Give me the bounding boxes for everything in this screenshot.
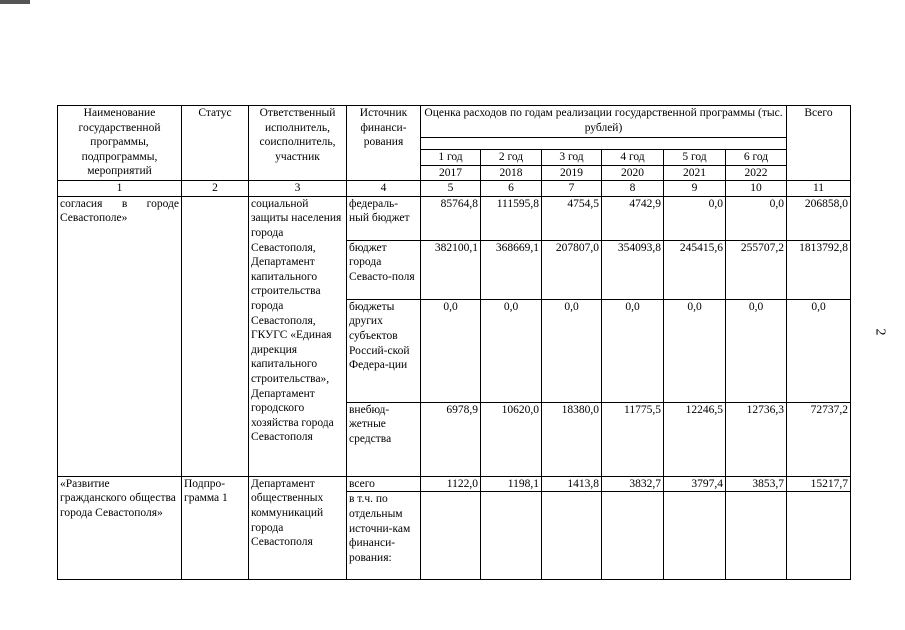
value-cell: 245415,6 xyxy=(664,240,726,299)
value-cell: 0,0 xyxy=(664,299,726,402)
column-number-row xyxy=(58,181,851,197)
value-cell: 3797,4 xyxy=(664,476,726,492)
value-cell: 0,0 xyxy=(542,299,602,402)
column-number: 10 xyxy=(726,181,787,197)
header-status: Статус xyxy=(182,106,249,181)
total-cell: 15217,7 xyxy=(787,476,851,492)
year-value: 2020 xyxy=(602,165,664,181)
budget-table xyxy=(57,105,851,580)
value-cell: 4742,9 xyxy=(602,196,664,240)
value-cell: 1413,8 xyxy=(542,476,602,492)
total-cell: 206858,0 xyxy=(787,196,851,240)
funding-source: бюджет города Севасто-поля xyxy=(347,240,421,299)
value-cell: 85764,8 xyxy=(421,196,481,240)
program-responsible: Департамент общественных коммуникаций города Севастополя xyxy=(249,476,347,580)
program-status xyxy=(182,196,249,476)
value-cell xyxy=(481,492,542,580)
column-number: 4 xyxy=(347,181,421,197)
total-cell xyxy=(787,492,851,580)
value-cell: 3832,7 xyxy=(602,476,664,492)
total-cell: 0,0 xyxy=(787,299,851,402)
column-number: 8 xyxy=(602,181,664,197)
year-label: 6 год xyxy=(726,150,787,166)
year-label: 3 год xyxy=(542,150,602,166)
program-name: согласия в городе Севастополе» xyxy=(58,196,182,476)
value-cell: 10620,0 xyxy=(481,402,542,476)
value-cell: 11775,5 xyxy=(602,402,664,476)
year-value: 2017 xyxy=(421,165,481,181)
year-label: 1 год xyxy=(421,150,481,166)
value-cell xyxy=(726,492,787,580)
value-cell xyxy=(602,492,664,580)
year-value: 2018 xyxy=(481,165,542,181)
column-number: 5 xyxy=(421,181,481,197)
value-cell xyxy=(664,492,726,580)
program-status: Подпро-грамма 1 xyxy=(182,476,249,580)
funding-source: федераль-ный бюджет xyxy=(347,196,421,240)
funding-source: внебюд-жетные средства xyxy=(347,402,421,476)
value-cell: 12736,3 xyxy=(726,402,787,476)
total-cell: 72737,2 xyxy=(787,402,851,476)
year-value: 2019 xyxy=(542,165,602,181)
value-cell: 6978,9 xyxy=(421,402,481,476)
funding-source: бюджеты других субъектов Россий-ской Федера-ции xyxy=(347,299,421,402)
value-cell: 207807,0 xyxy=(542,240,602,299)
value-cell: 1198,1 xyxy=(481,476,542,492)
value-cell: 0,0 xyxy=(664,196,726,240)
year-label: 4 год xyxy=(602,150,664,166)
column-number: 3 xyxy=(249,181,347,197)
value-cell: 354093,8 xyxy=(602,240,664,299)
year-value: 2022 xyxy=(726,165,787,181)
header-name: Наименование государственной программы, подпрограммы, мероприятий xyxy=(58,106,182,181)
value-cell xyxy=(542,492,602,580)
table-row xyxy=(58,476,851,492)
value-cell: 12246,5 xyxy=(664,402,726,476)
value-cell: 0,0 xyxy=(602,299,664,402)
funding-source: всего xyxy=(347,476,421,492)
header-estimate: Оценка расходов по годам реализации государственной программы (тыс. рублей) xyxy=(421,106,787,138)
value-cell: 18380,0 xyxy=(542,402,602,476)
program-responsible: социальной защиты населения города Севастополя, Департамент капитального строительства города Севастополя, ГКУГС «Единая дирекция капитального строительства», Департамент городского хозяйства города Севастополя xyxy=(249,196,347,476)
year-label: 2 год xyxy=(481,150,542,166)
value-cell: 368669,1 xyxy=(481,240,542,299)
year-label: 5 год xyxy=(664,150,726,166)
value-cell: 0,0 xyxy=(481,299,542,402)
header-source: Источник финанси-рования xyxy=(347,106,421,181)
value-cell: 4754,5 xyxy=(542,196,602,240)
value-cell: 111595,8 xyxy=(481,196,542,240)
value-cell: 0,0 xyxy=(726,196,787,240)
value-cell: 255707,2 xyxy=(726,240,787,299)
table-row xyxy=(58,196,851,240)
column-number: 1 xyxy=(58,181,182,197)
scan-corner-mark xyxy=(0,0,30,4)
page-number: 2 xyxy=(872,328,888,336)
column-number: 6 xyxy=(481,181,542,197)
year-value: 2021 xyxy=(664,165,726,181)
value-cell: 0,0 xyxy=(726,299,787,402)
value-cell xyxy=(421,492,481,580)
header-responsible: Ответственный исполнитель, соисполнитель, участник xyxy=(249,106,347,181)
total-cell: 1813792,8 xyxy=(787,240,851,299)
column-number: 11 xyxy=(787,181,851,197)
value-cell: 0,0 xyxy=(421,299,481,402)
funding-source: в т.ч. по отдельным источни-кам финанси-рования: xyxy=(347,492,421,580)
value-cell: 3853,7 xyxy=(726,476,787,492)
value-cell: 1122,0 xyxy=(421,476,481,492)
program-name: «Развитие гражданского общества города Севастополя» xyxy=(58,476,182,580)
header-total: Всего xyxy=(787,106,851,181)
column-number: 7 xyxy=(542,181,602,197)
value-cell: 382100,1 xyxy=(421,240,481,299)
column-number: 9 xyxy=(664,181,726,197)
column-number: 2 xyxy=(182,181,249,197)
